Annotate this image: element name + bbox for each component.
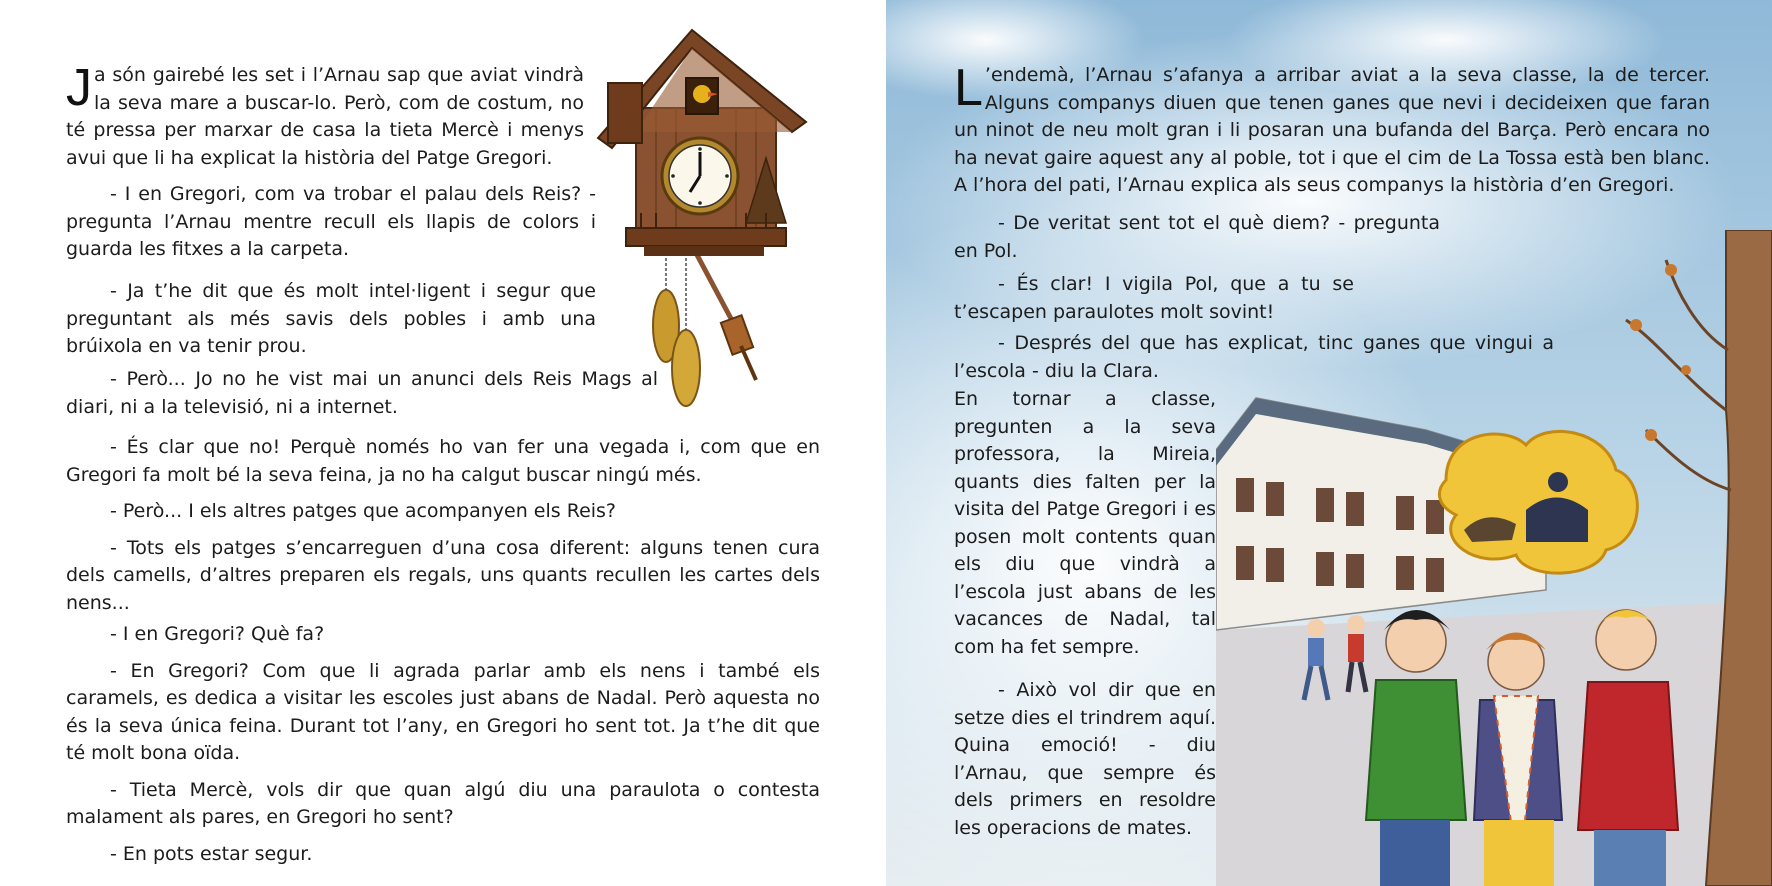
right-page-text	[954, 59, 1710, 200]
paragraph-4: - Però... Jo no he vist mai un anunci dels Reis Mags al diari, ni a la televisió, ni a internet.	[66, 368, 658, 418]
right-paragraph-3: - És clar! I vigila Pol, que a tu se t’escapen paraulotes molt sovint!	[954, 273, 1354, 323]
paragraph-6: - Però... I els altres patges que acompanyen els Reis?	[110, 500, 617, 522]
right-paragraph-6: - Això vol dir que en setze dies el trindrem aquí. Quina emoció! - diu l’Arnau, que sempre és dels primers en resoldre les operacions de mates.	[954, 679, 1216, 839]
right-column-text	[954, 386, 1216, 842]
right-dialogue	[954, 210, 1554, 385]
paragraph-1: Ja són gairebé les set i l’Arnau sap que aviat vindrà la seva mare a buscar-lo. Però, com de costum, no té pressa per marxar de casa la tieta Mercè i menys avui que li ha explicat la història del Patge Gregori.	[66, 59, 584, 169]
right-paragraph-4: - Després del que has explicat, tinc ganes que vingui a l’escola - diu la Clara.	[954, 332, 1554, 382]
paragraph-10: - Tieta Mercè, vols dir que quan algú diu una paraulota o contesta malament als pares, en Gregori ho sent?	[66, 778, 820, 828]
dropcap-right: L	[954, 59, 983, 117]
left-page-text	[66, 59, 596, 264]
paragraph-2: - I en Gregori, com va trobar el palau dels Reis? - pregunta l’Arnau mentre recull els llapis de colors i guarda les fitxes a la carpeta.	[66, 183, 596, 260]
paragraph-9: - En Gregori? Com que li agrada parlar amb els nens i també els caramels, es dedica a visitar les escoles just abans de Nadal. Però aquesta no és la seva única feina. Durant tot l’any, en Gregori ho sent tot. Ja t’he dit que té molt bona oïda.	[66, 659, 820, 764]
paragraph-7: - Tots els patges s’encarreguen d’una cosa diferent: alguns tenen cura dels camells, d’altres preparen els regals, uns quants recullen les cartes dels nens...	[66, 536, 820, 614]
paragraph-11: - En pots estar segur.	[110, 842, 313, 865]
right-paragraph-2: - De veritat sent tot el què diem? - pregunta en Pol.	[954, 212, 1440, 262]
left-page-text-2	[66, 278, 596, 361]
right-page	[886, 0, 1772, 886]
left-page-text-4	[66, 434, 820, 868]
paragraph-5: - És clar que no! Perquè només ho van fer una vegada i, com que en Gregori fa molt bé la seva feina, ja no ha calgut buscar ningú més.	[66, 436, 820, 486]
right-paragraph-1: L ’endemà, l’Arnau s’afanya a arribar aviat a la seva classe, la de tercer. Alguns companys diuen que tenen ganes que nevi i decideixen que faran un ninot de neu molt gran i li posaran una bufanda del Barça. Però encara no ha nevat gaire aquest any al poble, tot i que el cim de La Tossa està ben blanc. A l’hora del pati, l’Arnau explica als seus companys la història d’en Gregori.	[954, 59, 1710, 196]
dropcap: J	[66, 59, 92, 117]
right-paragraph-5: En tornar a classe, pregunten a la seva professora, la Mireia, quants dies falten per la visita del Patge Gregori i es posen molt contents quan els diu que vindrà a l’escola just abans de les vacances de Nadal, tal com ha fet sempre.	[954, 388, 1216, 658]
paragraph-8: - I en Gregori? Què fa?	[110, 623, 325, 645]
left-page-text-3	[66, 366, 658, 421]
paragraph-3: - Ja t’he dit que és molt intel·ligent i segur que preguntant als més savis dels pobles i amb una brúixola en va tenir prou.	[66, 280, 596, 357]
